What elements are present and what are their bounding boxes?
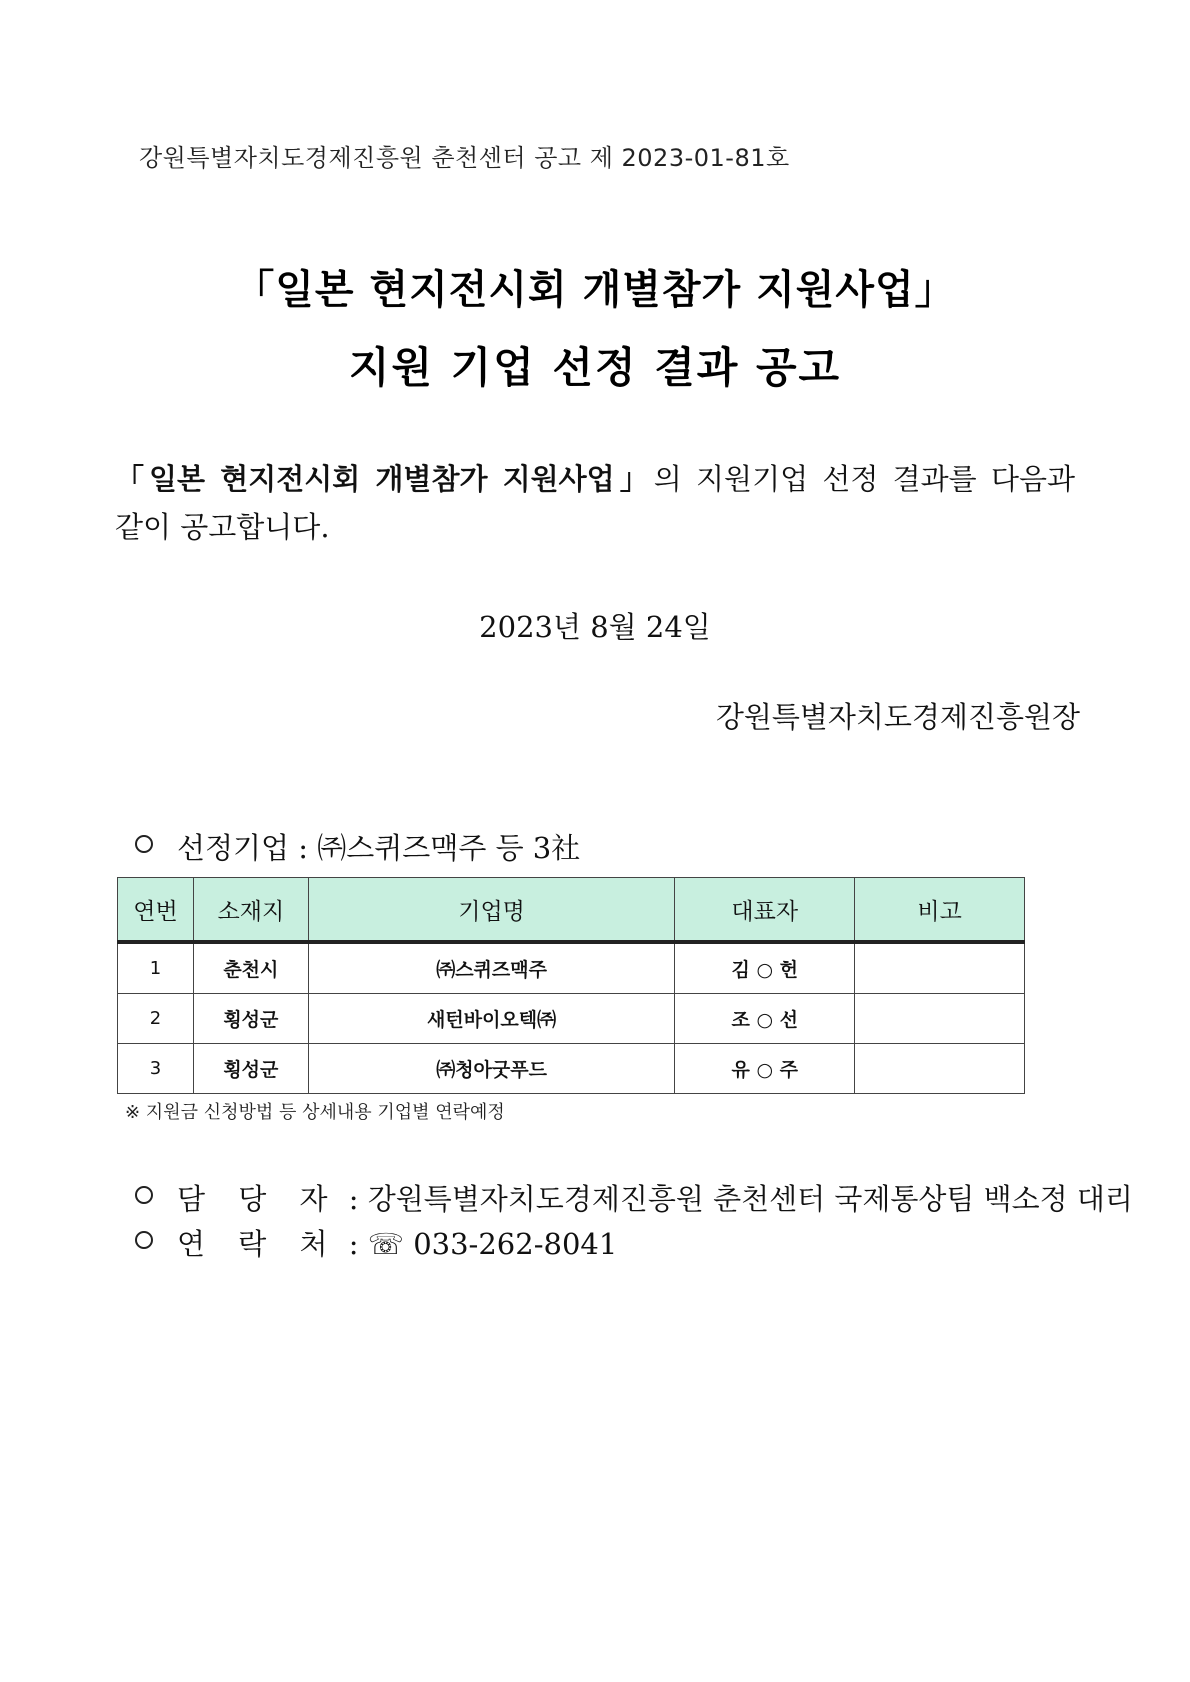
table-row bbox=[118, 994, 1025, 1044]
table-row bbox=[118, 1044, 1025, 1094]
header-cell-no: 연번 bbox=[118, 878, 194, 943]
header-cell-note: 비고 bbox=[855, 878, 1025, 943]
phone-icon: ☏ bbox=[367, 1227, 404, 1261]
contact-phone-separator: : bbox=[348, 1227, 359, 1261]
cell-note bbox=[855, 1044, 1025, 1094]
cell-note bbox=[855, 994, 1025, 1044]
cell-no: 3 bbox=[118, 1044, 194, 1094]
cell-no: 2 bbox=[118, 994, 194, 1044]
intro-program-name: 「일본 현지전시회 개별참가 지원사업」 bbox=[115, 462, 654, 496]
cell-location: 횡성군 bbox=[193, 1044, 308, 1094]
intro-paragraph bbox=[115, 455, 1075, 551]
header-cell-location: 소재지 bbox=[193, 878, 308, 943]
notice-date: 2023년 8월 24일 bbox=[479, 610, 711, 644]
notice-number: 강원특별자치도경제진흥원 춘천센터 공고 제 2023-01-81호 bbox=[139, 144, 790, 172]
contact-person-label: 담 당 자 bbox=[177, 1182, 340, 1216]
intro-line2: 같이 공고합니다. bbox=[115, 510, 330, 544]
header-cell-company: 기업명 bbox=[308, 878, 675, 943]
intro-line1 bbox=[115, 455, 1075, 503]
table-row bbox=[118, 942, 1025, 994]
cell-note bbox=[855, 942, 1025, 994]
cell-ceo: 유 ○ 주 bbox=[675, 1044, 855, 1094]
bullet-circle-icon bbox=[135, 1186, 153, 1204]
cell-company: ㈜스퀴즈맥주 bbox=[308, 942, 675, 994]
selection-label: 선정기업 bbox=[177, 831, 290, 865]
selected-companies-table bbox=[117, 877, 1025, 1094]
cell-ceo: 조 ○ 선 bbox=[675, 994, 855, 1044]
document-title-line1: 「일본 현지전시회 개별참가 지원사업」 bbox=[234, 267, 956, 313]
cell-company: ㈜청아굿푸드 bbox=[308, 1044, 675, 1094]
table-footnote: ※ 지원금 신청방법 등 상세내용 기업별 연락예정 bbox=[125, 1102, 505, 1123]
document-title-line2: 지원 기업 선정 결과 공고 bbox=[348, 343, 842, 392]
contact-person-value: 강원특별자치도경제진흥원 춘천센터 국제통상팀 백소정 대리 bbox=[367, 1182, 1133, 1216]
bullet-circle-icon bbox=[135, 1231, 153, 1249]
cell-company: 새턴바이오텍㈜ bbox=[308, 994, 675, 1044]
selection-separator: : bbox=[298, 831, 309, 865]
selection-summary bbox=[135, 826, 580, 867]
contact-phone-value: 033-262-8041 bbox=[413, 1227, 618, 1261]
cell-no: 1 bbox=[118, 942, 194, 994]
intro-line1-rest: 의 지원기업 선정 결과를 다음과 bbox=[653, 462, 1075, 496]
contact-person-separator: : bbox=[348, 1182, 359, 1216]
table-header-row bbox=[118, 878, 1025, 943]
cell-ceo: 김 ○ 헌 bbox=[675, 942, 855, 994]
cell-location: 춘천시 bbox=[193, 942, 308, 994]
bullet-circle-icon bbox=[135, 835, 153, 853]
issuer-name: 강원특별자치도경제진흥원장 bbox=[715, 700, 1080, 734]
header-cell-ceo: 대표자 bbox=[675, 878, 855, 943]
contact-person bbox=[135, 1177, 1133, 1218]
cell-location: 횡성군 bbox=[193, 994, 308, 1044]
contact-phone-label: 연 락 처 bbox=[177, 1227, 340, 1261]
selection-value: ㈜스퀴즈맥주 등 3社 bbox=[317, 831, 581, 865]
contact-phone bbox=[135, 1222, 617, 1263]
